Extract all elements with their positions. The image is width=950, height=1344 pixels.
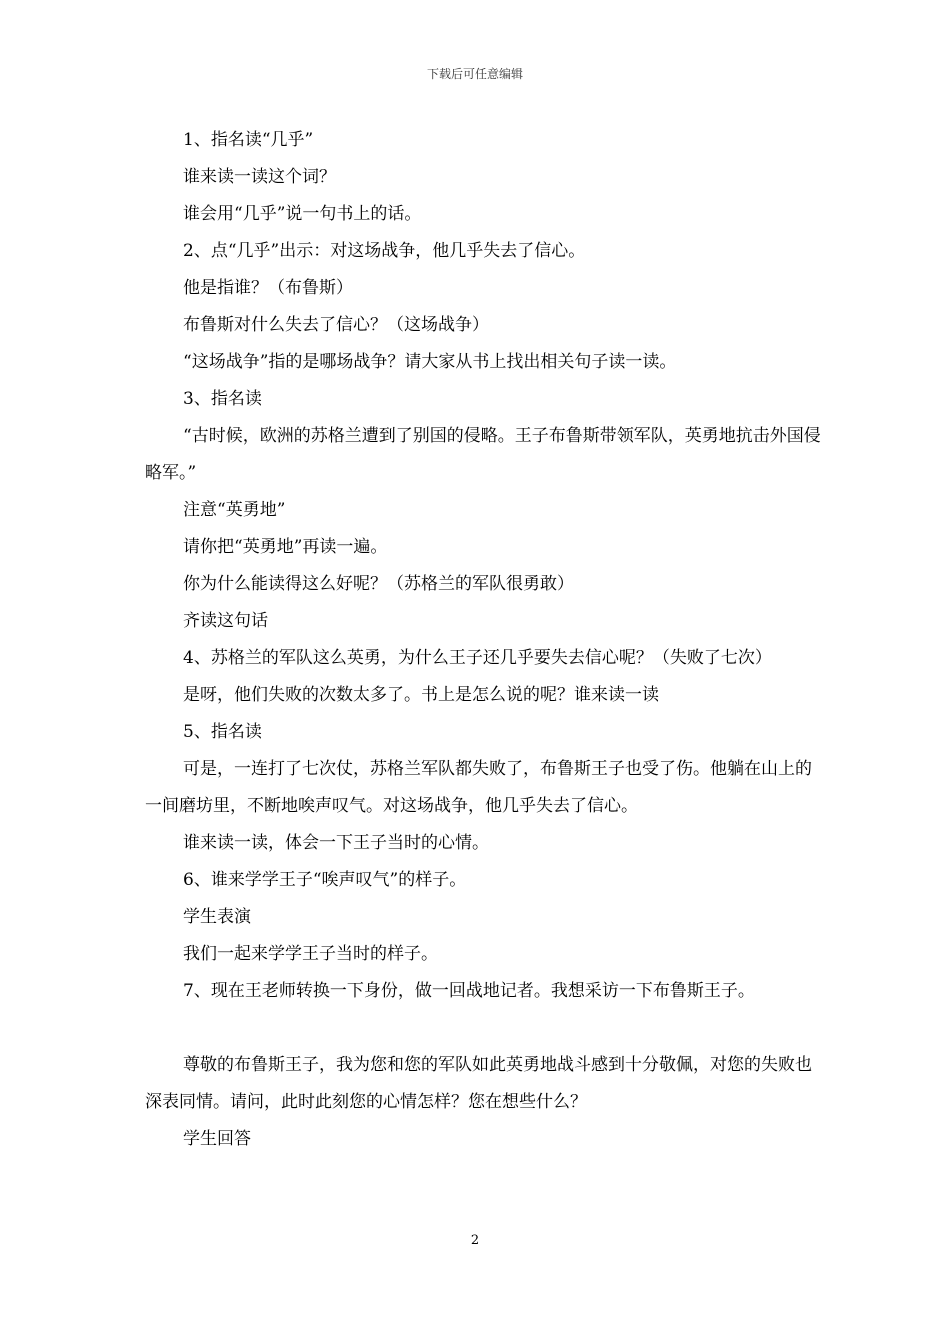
document-body <box>145 122 821 1158</box>
paragraph: 谁会用“几乎”说一句书上的话。 <box>183 204 422 224</box>
paragraph: 学生回答 <box>183 1129 251 1149</box>
paragraph: 学生表演 <box>183 907 251 927</box>
paragraph: 2、点“几乎”出示：对这场战争，他几乎失去了信心。 <box>183 241 586 261</box>
paragraph: 注意“英勇地” <box>183 500 286 520</box>
paragraph: 布鲁斯对什么失去了信心？（这场战争） <box>183 315 489 335</box>
paragraph: “这场战争”指的是哪场战争？请大家从书上找出相关句子读一读。 <box>183 352 677 372</box>
paragraph: 7、现在王老师转换一下身份，做一回战地记者。我想采访一下布鲁斯王子。 <box>183 981 755 1001</box>
paragraph: 齐读这句话 <box>183 611 268 631</box>
paragraph: 尊敬的布鲁斯王子，我为您和您的军队如此英勇地战斗感到十分敬佩，对您的失败也深表同情。请问，此时此刻您的心情怎样？您在想些什么？ <box>145 1055 812 1112</box>
paragraph: 请你把“英勇地”再读一遍。 <box>183 537 388 557</box>
page-number: 2 <box>470 1233 480 1248</box>
paragraph: 3、指名读 <box>183 389 262 409</box>
blank-line <box>145 1010 821 1047</box>
paragraph: 你为什么能读得这么好呢？（苏格兰的军队很勇敢） <box>183 574 574 594</box>
paragraph: 可是，一连打了七次仗，苏格兰军队都失败了，布鲁斯王子也受了伤。他躺在山上的一间磨坊里，不断地唉声叹气。对这场战争，他几乎失去了信心。 <box>145 759 812 816</box>
paragraph: 5、指名读 <box>183 722 262 742</box>
paragraph: 谁来读一读这个词？ <box>183 167 336 187</box>
paragraph: 他是指谁？（布鲁斯） <box>183 278 353 298</box>
paragraph: 4、苏格兰的军队这么英勇，为什么王子还几乎要失去信心呢？（失败了七次） <box>183 648 772 668</box>
paragraph: 1、指名读“几乎” <box>183 130 314 150</box>
paragraph: 我们一起来学学王子当时的样子。 <box>183 944 438 964</box>
page-header: 下载后可任意编辑 <box>426 67 523 81</box>
paragraph: 6、谁来学学王子“唉声叹气”的样子。 <box>183 870 467 890</box>
paragraph: 谁来读一读，体会一下王子当时的心情。 <box>183 833 489 853</box>
paragraph: “古时候，欧洲的苏格兰遭到了别国的侵略。王子布鲁斯带领军队，英勇地抗击外国侵略军。” <box>145 426 821 483</box>
paragraph: 是呀，他们失败的次数太多了。书上是怎么说的呢？谁来读一读 <box>183 685 659 705</box>
